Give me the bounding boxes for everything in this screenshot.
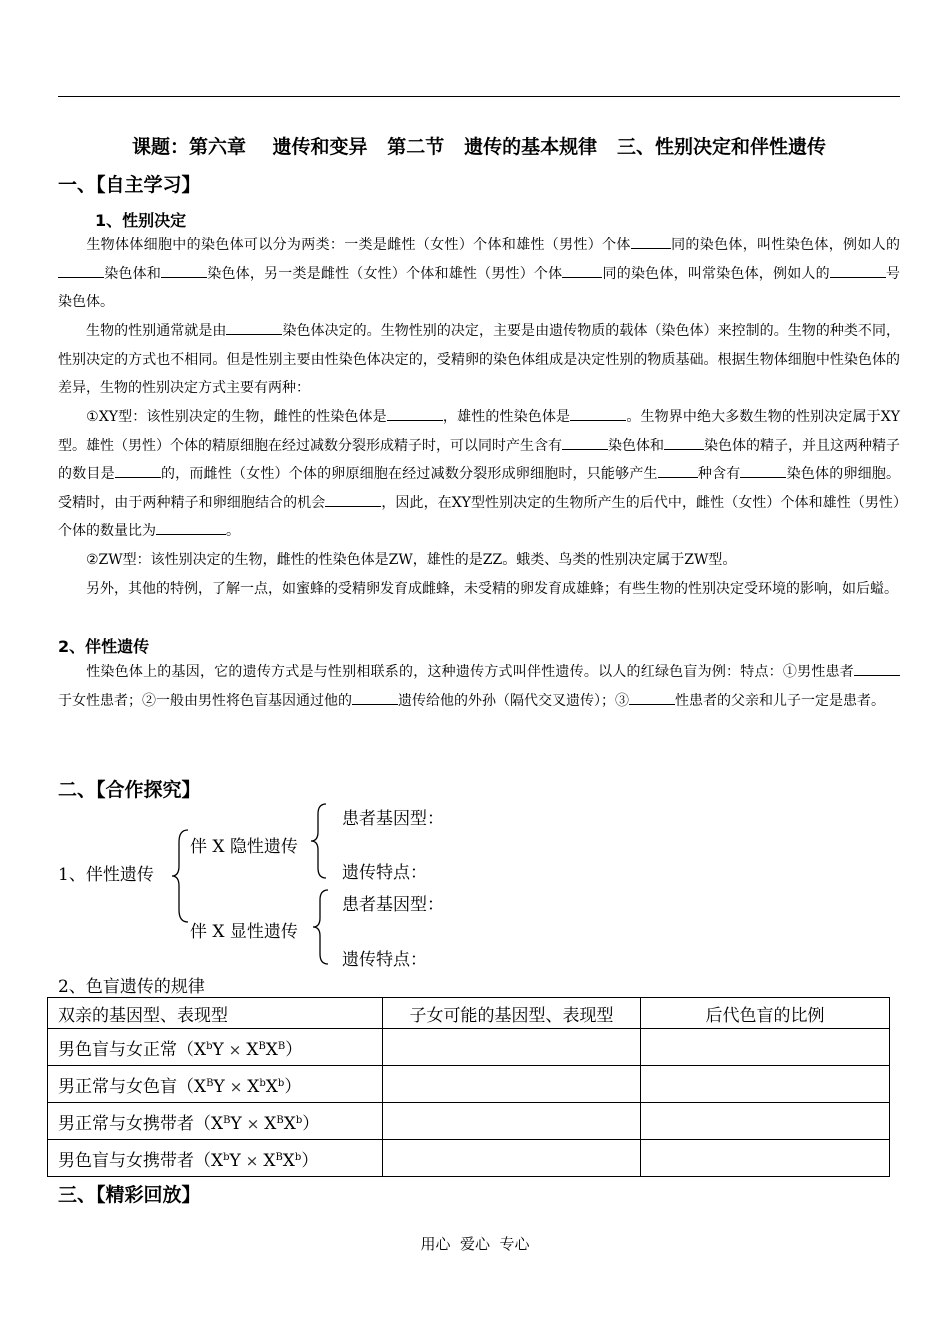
cross-icon: × (246, 1114, 260, 1133)
offspring-cell[interactable] (383, 1066, 641, 1103)
x-dominant-label: 伴 X 显性遗传 (190, 922, 298, 942)
parents-cell: 男正常与女携带者$(X^BY \times X^BX^b)$ (48, 1103, 383, 1140)
sex-linked-label: 1、伴性遗传 (58, 865, 154, 885)
offspring-cell[interactable] (383, 1029, 641, 1066)
cross-icon: × (228, 1040, 242, 1059)
ratio-cell[interactable] (641, 1029, 890, 1066)
page-footer: 用心 爱心 专心 (420, 1235, 530, 1253)
parents-cell: 男色盲与女正常$(X^bY \times X^BX^B)$ (48, 1029, 383, 1066)
color-blindness-rule-label: 2、色盲遗传的规律 (58, 977, 205, 997)
offspring-cell[interactable] (383, 1140, 641, 1177)
cross-icon: × (245, 1151, 259, 1170)
section3-heading: 三、【精彩回放】 (58, 1184, 201, 1206)
header-rule (58, 96, 900, 97)
paragraph-sex-chromosome-role: 生物的性别通常就是由 染色体决定的。生物性别的决定，主要是由遗传物质的载体（染色体）来控制的。生物的种类不同，性别决定的方式也不相同。但是性别主要由性染色体决定的，受精卵的染色体组成是决定性别的物质基础。根据生物体细胞中性染色体的差异，生物的性别决定方式主要有两种： (58, 317, 900, 403)
table-row (48, 1140, 890, 1177)
paragraph-xy-type: ①XY型：该性别决定的生物，雌性的性染色体是 ，雄性的性染色体是 。生物界中绝大多数生物的性别决定属于XY型。雄性（男性）个体的精原细胞在经过减数分裂形成精子时，可以同时产生含有 染色体和 染色体的精子，并且这两种精子的数目是 的，而雌性（女性）个体的卵原细胞在经过减数分裂形成卵细胞时，只能够产生 种含有 染色体的卵细胞。受精时，由于两种精子和卵细胞结合的机会 ，因此，在XY型性别决定的生物所产生的后代中，雌性（女性）个体和雄性（男性）个体的数量比为 。 (58, 403, 900, 546)
sex-linked-heading: 2、伴性遗传 (58, 637, 150, 656)
x-recessive-label: 伴 X 隐性遗传 (190, 837, 298, 857)
sex-determination-heading: 1、性别决定 (95, 211, 187, 230)
dominant-brace-icon (310, 888, 332, 966)
ratio-cell[interactable] (641, 1066, 890, 1103)
cross-icon: × (229, 1077, 243, 1096)
page-title: 课题：第六章 遗传和变异 第二节 遗传的基本规律 三、性别决定和伴性遗传 (132, 136, 826, 158)
paragraph-chromosome-types: 生物体体细胞中的染色体可以分为两类：一类是雌性（女性）个体和雄性（男性）个体 同的染色体，叫性染色体，例如人的染色体和 染色体，另一类是雌性（女性）个体和雄性（男性）个体 同的染色体，叫常染色体，例如人的 号染色体。 (58, 231, 900, 317)
table-header: 子女可能的基因型、表现型 (383, 998, 641, 1029)
ratio-cell[interactable] (641, 1140, 890, 1177)
section2-heading: 二、【合作探究】 (58, 779, 201, 801)
recessive-feature-label: 遗传特点： (342, 863, 427, 883)
paragraph-zw-type: ②ZW型：该性别决定的生物，雌性的性染色体是ZW，雄性的是ZZ。蛾类、鸟类的性别决定属于ZW型。 (86, 552, 737, 568)
table-header: 后代色盲的比例 (641, 998, 890, 1029)
paragraph-sex-linked: 性染色体上的基因，它的遗传方式是与性别相联系的，这种遗传方式叫伴性遗传。以人的红绿色盲为例：特点：①男性患者于女性患者；②一般由男性将色盲基因通过他的 遗传给他的外孙（隔代交叉遗传）；③ 性患者的父亲和儿子一定是患者。 (58, 658, 900, 715)
recessive-brace-icon (308, 802, 330, 880)
section1-heading: 一、【自主学习】 (58, 174, 201, 196)
paragraph-special-cases: 另外，其他的特例，了解一点，如蜜蜂的受精卵发育成雌蜂，未受精的卵发育成雄蜂；有些生物的性别决定受环境的影响，如后螠。 (86, 581, 898, 597)
ratio-cell[interactable] (641, 1103, 890, 1140)
parents-cell: 男色盲与女携带者$(X^bY \times X^BX^b)$ (48, 1140, 383, 1177)
recessive-genotype-label: 患者基因型： (342, 809, 444, 829)
table-row (48, 1066, 890, 1103)
table-row (48, 1103, 890, 1140)
dominant-feature-label: 遗传特点： (342, 950, 427, 970)
parents-cell: 男正常与女色盲$(X^BY \times X^bX^b)$ (48, 1066, 383, 1103)
color-blindness-table (47, 997, 890, 1177)
table-header: 双亲的基因型、表现型 (48, 998, 383, 1029)
table-row (48, 1029, 890, 1066)
outer-brace-icon (170, 828, 192, 924)
offspring-cell[interactable] (383, 1103, 641, 1140)
table-header-row (48, 998, 890, 1029)
dominant-genotype-label: 患者基因型： (342, 895, 444, 915)
